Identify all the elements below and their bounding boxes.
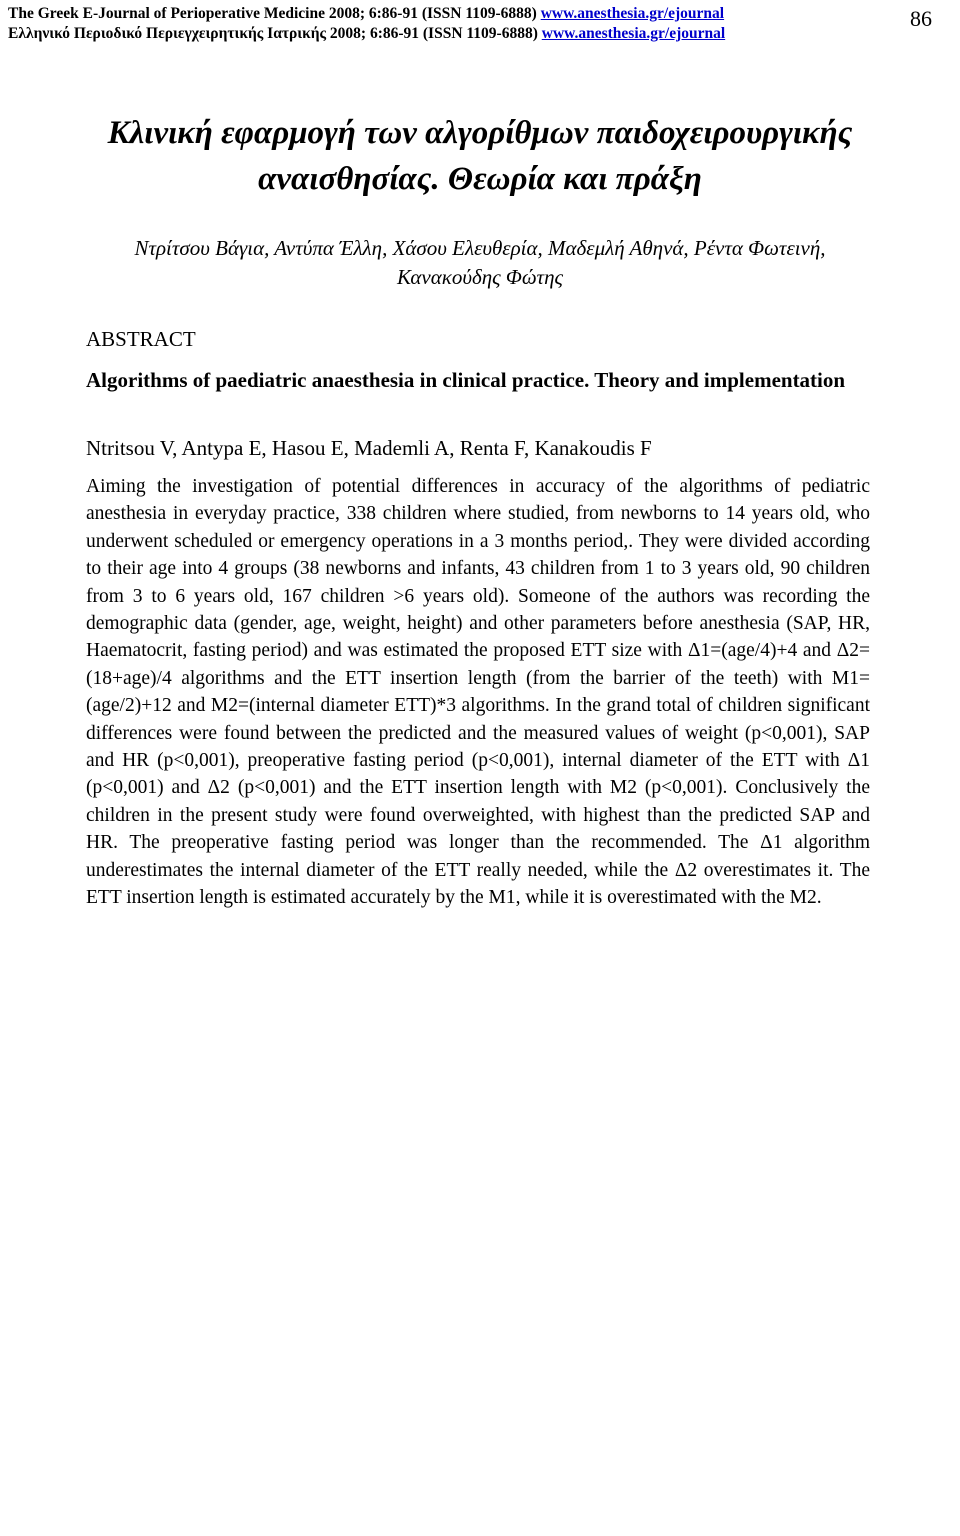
header-line-english: The Greek E-Journal of Perioperative Medicine 2008; 6:86-91 (ISSN 1109-6888) www.anesthesia.gr/ejournal — [8, 5, 725, 22]
journal-header — [8, 4, 725, 44]
abstract-authors: Ntritsou V, Antypa E, Hasou E, Mademli A, Renta F, Kanakoudis F — [86, 436, 652, 460]
header-line-greek: Ελληνικό Περιοδικό Περιεγχειρητικής Ιατρικής 2008; 6:86-91 (ISSN 1109-6888) www.anesthesia.gr/ejournal — [8, 25, 726, 42]
page-number: 86 — [910, 6, 932, 31]
journal-link-greek[interactable]: www.anesthesia.gr/ejournal — [541, 25, 726, 42]
abstract-heading: ABSTRACT — [86, 327, 196, 351]
article-title: Κλινική εφαρμογή των αλγορίθμων παιδοχειρουργικής αναισθησίας. Θεωρία και πράξη — [107, 115, 853, 197]
abstract-body: Aiming the investigation of potential differences in accuracy of the algorithms of pediatric anesthesia in everyday practice, 338 children where studied, from newborns to 14 years old, who underwent scheduled or emergency operations in a 3 months period,. They were divided according to their age into 4 groups (38 newborns and infants, 43 children from 1 to 3 years old, 90 children from 3 to 6 years old, 167 children >6 years old). Someone of the authors was recording the demographic data (gender, age, weight, height) and other parameters before anesthesia (SAP, HR, Haematocrit, fasting period) and was estimated the proposed ETT size with Δ1=(age/4)+4 and Δ2=(18+age)/4 algorithms and the ETT insertion length (from the barrier of the teeth) with M1=(age/2)+12 and M2=(internal diameter ETT)*3 algorithms. In the grand total of children significant differences were found between the predicted and the measured values of weight (p<0,001), SAP and HR (p<0,001), preoperative fasting period (p<0,001), internal diameter of the ETT with Δ1 (p<0,001) and Δ2 (p<0,001) and the ETT insertion length with M2 (p<0,001). Conclusively the children in the present study were found overweighted, with highest than the predicted SAP and HR. The preoperative fasting period was longer than the recommended. The Δ1 algorithm underestimates the internal diameter of the ETT really needed, while the Δ2 overestimates it. The ETT insertion length is estimated accurately by the M1, while it is overestimated with the M2. — [86, 476, 870, 909]
journal-link[interactable]: www.anesthesia.gr/ejournal — [540, 5, 725, 22]
abstract-title: Algorithms of paediatric anaesthesia in clinical practice. Theory and implementation — [86, 368, 846, 392]
article-authors: Ντρίτσου Βάγια, Αντύπα Έλλη, Χάσου Ελευθερία, Μαδεμλή Αθηνά, Ρέντα Φωτεινή, Κανακούδης Φώτης — [134, 236, 826, 289]
